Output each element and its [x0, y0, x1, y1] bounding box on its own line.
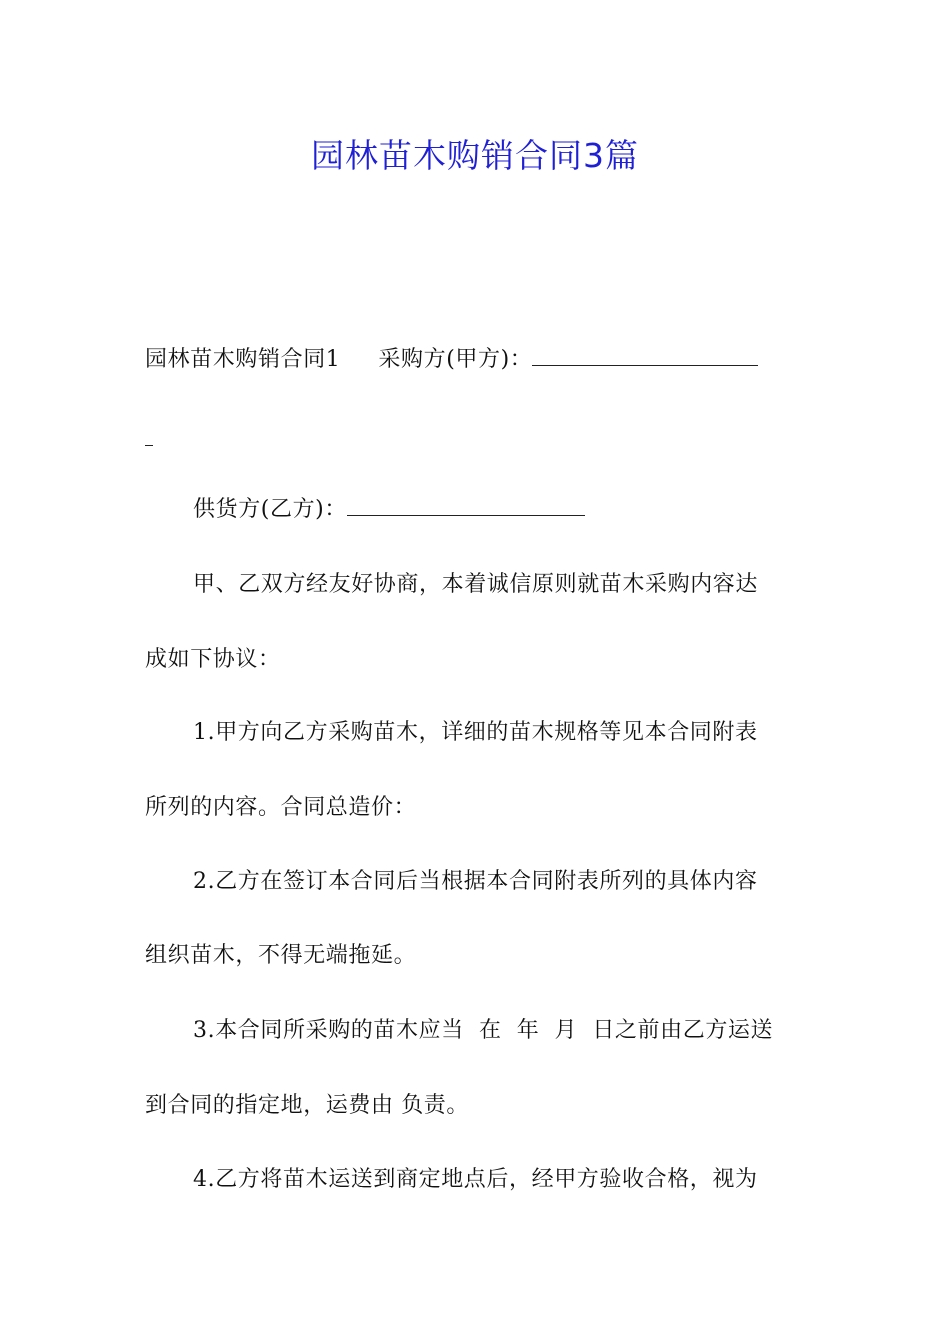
document-title: 园林苗木购销合同3篇 [311, 136, 639, 175]
paragraph-line: 到合同的指定地，运费由 负责。 [145, 1093, 469, 1118]
supplier-label: 供货方(乙方)： [193, 497, 347, 522]
paragraph-line: 组织苗木，不得无端拖延。 [145, 943, 417, 968]
contract-name: 园林苗木购销合同1 [145, 347, 341, 372]
paragraph-line: 成如下协议： [145, 647, 281, 672]
paragraph-line: 所列的内容。合同总造价： [145, 795, 417, 820]
supplier-blank [347, 499, 585, 516]
buyer-label: 采购方(甲方)： [378, 347, 533, 372]
buyer-blank [532, 349, 758, 366]
paragraph-line: 3.本合同所采购的苗木应当 在 年 月 日之前由乙方运送 [193, 1018, 774, 1043]
contract-header-line [145, 345, 758, 375]
supplier-line [193, 495, 585, 525]
buyer-blank-continuation [145, 425, 153, 455]
paragraph-line: 甲、乙双方经友好协商，本着诚信原则就苗木采购内容达 [193, 572, 759, 597]
paragraph-line: 2.乙方在签订本合同后当根据本合同附表所列的具体内容 [193, 869, 758, 894]
paragraph-line: 1.甲方向乙方采购苗木，详细的苗木规格等见本合同附表 [193, 720, 758, 745]
paragraph-line: 4.乙方将苗木运送到商定地点后，经甲方验收合格，视为 [193, 1167, 758, 1192]
